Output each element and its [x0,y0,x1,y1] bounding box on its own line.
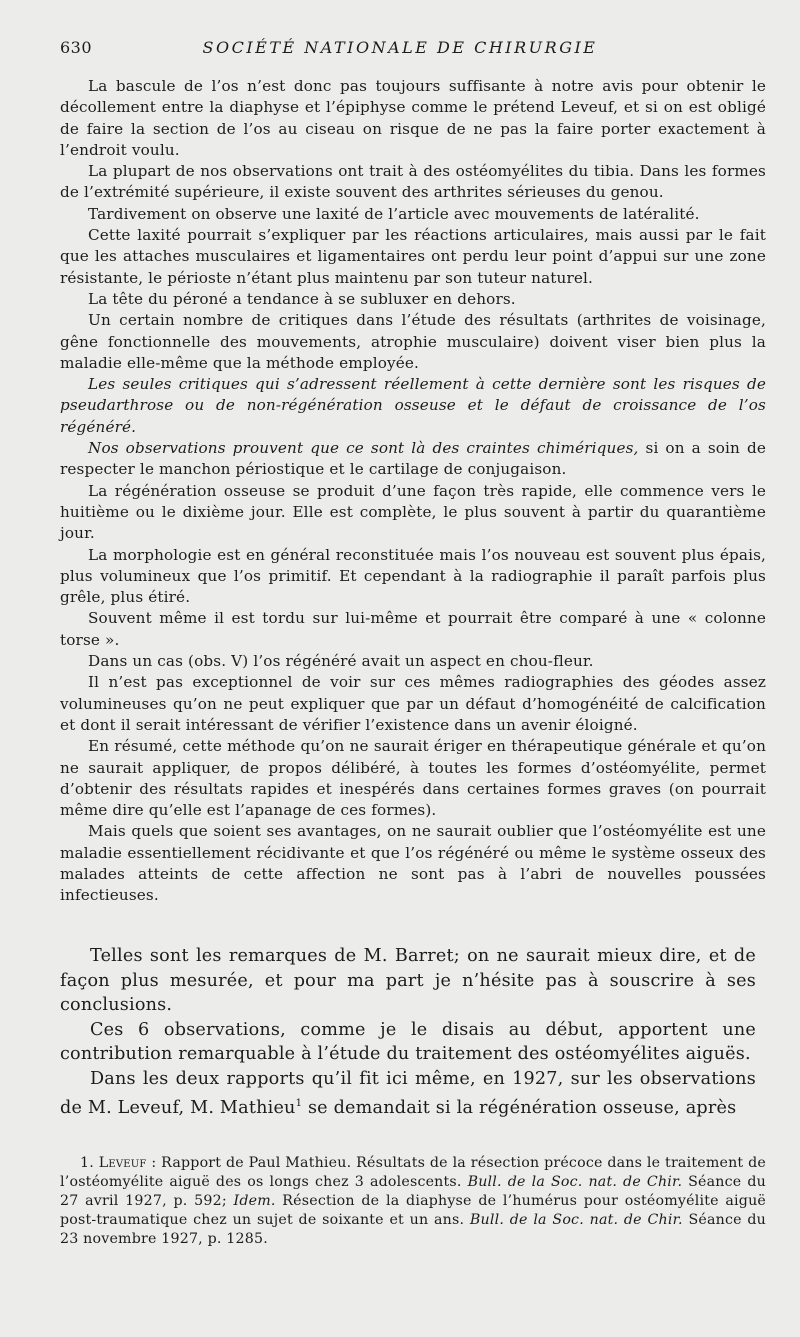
paragraph: Dans un cas (obs. V) l’os régénéré avait un aspect en chou-fleur. [88,652,594,671]
regular-text: se demandait si la régénération osseuse, après [302,1097,737,1118]
footnote-author: Leveuf [98,1155,147,1171]
footnote-segment: : Rapport de Paul Mathieu. Résultats de la résection précoce dans le traitement de l’ostéomyélite aiguë des os longs chez 3 adolescents. [60,1155,766,1190]
page-number: 630 [60,38,93,57]
paragraph: Cette laxité pourrait s’expliquer par les réactions articulaires, mais aussi par le fait que les attaches musculaires et ligamentaires ont perdu leur point d’appui sur une zone résistante, le périoste n’étant plus maintenu par son tuteur naturel. [60,226,766,287]
paragraph [60,438,766,481]
italic-text: Nos observations prouvent que ce sont là des craintes chimériques, [88,439,639,458]
footnote [60,1154,766,1249]
paragraph: En résumé, cette méthode qu’on ne saurait ériger en thérapeutique générale et qu’on ne saurait appliquer, de propos délibéré, à toutes les formes d’ostéomyélite, permet d’obtenir des résultats rapides et inespérés dans certaines formes graves (on pourrait même dire qu’elle est l’apanage de ces formes). [60,737,766,820]
footnote-segment: Séance du 27 avril 1927, p. 592; [60,1174,766,1209]
paragraph: La bascule de l’os n’est donc pas toujours suffisante à notre avis pour obtenir le décollement entre la diaphyse et l’épiphyse comme le prétend Leveuf, et si on est obligé de faire la section de l’os au ciseau on risque de ne pas la faire porter exactement à l’endroit voulu. [60,77,766,159]
footnote-number: 1. [80,1155,94,1171]
page-header [60,38,740,60]
footnote-segment: Séance du 23 novembre 1927, p. 1285. [60,1212,767,1247]
regular-text: si on a soin de respecter le manchon périostique et le cartilage de conjugaison. [60,439,766,479]
body-text-small [60,76,766,907]
running-head: SOCIÉTÉ NATIONALE DE CHIRURGIE [202,38,598,57]
paragraph: La tête du péroné a tendance à se subluxer en dehors. [88,289,516,308]
paragraph: La plupart de nos observations ont trait à des ostéomyélites du tibia. Dans les formes de l’extrémité supérieure, il existe souvent des arthrites sérieuses du genou. [60,162,766,202]
paragraph: Mais quels que soient ses avantages, on ne saurait oublier que l’ostéomyélite est une maladie essentiellement récidivante et que l’os régénéré ou même le système osseux des malades atteints de cette affection ne sont pas à l’abri de nouvelles poussées infectieuses. [60,822,766,905]
paragraph: Telles sont les remarques de M. Barret; on ne saurait mieux dire, et de façon plus mesurée, et pour ma part je n’hésite pas à souscrire à ses conclusions. [60,946,756,1016]
italic-paragraph [60,374,766,438]
paragraph: La morphologie est en général reconstituée mais l’os nouveau est souvent plus épais, plus volumineux que l’os primitif. Et cependant à la radiographie il paraît parfois plus grêle, plus étiré. [60,545,766,607]
regular-text: Dans les deux rapports qu’il fit ici même, en 1927, sur les observations de M. Leveuf, M. Mathieu [60,1068,756,1118]
journal-title: Bull. de la Soc. nat. de Chir. [469,1212,683,1228]
paragraph: Ces 6 observations, comme je le disais au début, apportent une contribution remarquable à l’étude du traitement des ostéomyélites aiguës. [60,1019,756,1065]
paragraph [60,1067,756,1120]
paragraph: Tardivement on observe une laxité de l’article avec mouvements de latéralité. [88,204,700,223]
footnote-text [60,1154,766,1249]
paragraph: Un certain nombre de critiques dans l’étude des résultats (arthrites de voisinage, gêne fonctionnelle des mouvements, atrophie musculaire) doivent viser bien plus la maladie elle-même que la méthode employée. [60,311,766,372]
body-text-large [60,944,756,1120]
footnote-segment: Résection de la diaphyse de l’humérus pour ostéomyélite aiguë post-traumatique chez un sujet de soixante et un ans. [60,1193,766,1228]
paragraph: Il n’est pas exceptionnel de voir sur ces mêmes radiographies des géodes assez volumineuses qu’on ne peut expliquer que par un défaut d’homogénéité de calcification et dont il serait intéressant de vérifier l’existence dans un avenir éloigné. [60,673,766,734]
footnote-marker: 1 [295,1097,303,1109]
paragraph: Souvent même il est tordu sur lui-même et pourrait être comparé à une « colonne torse ». [60,609,766,649]
italic-text: Les seules critiques qui s’adressent réellement à cette dernière sont les risques de pseudarthrose ou de non-régénération osseuse et le défaut de croissance de l’os régénéré. [60,375,766,436]
journal-title: Bull. de la Soc. nat. de Chir. [467,1174,683,1190]
paragraph: La régénération osseuse se produit d’une façon très rapide, elle commence vers le huitième ou le dixième jour. Elle est complète, le plus souvent à partir du quarantième jour. [60,481,766,543]
idem-label: Idem. [233,1193,276,1209]
